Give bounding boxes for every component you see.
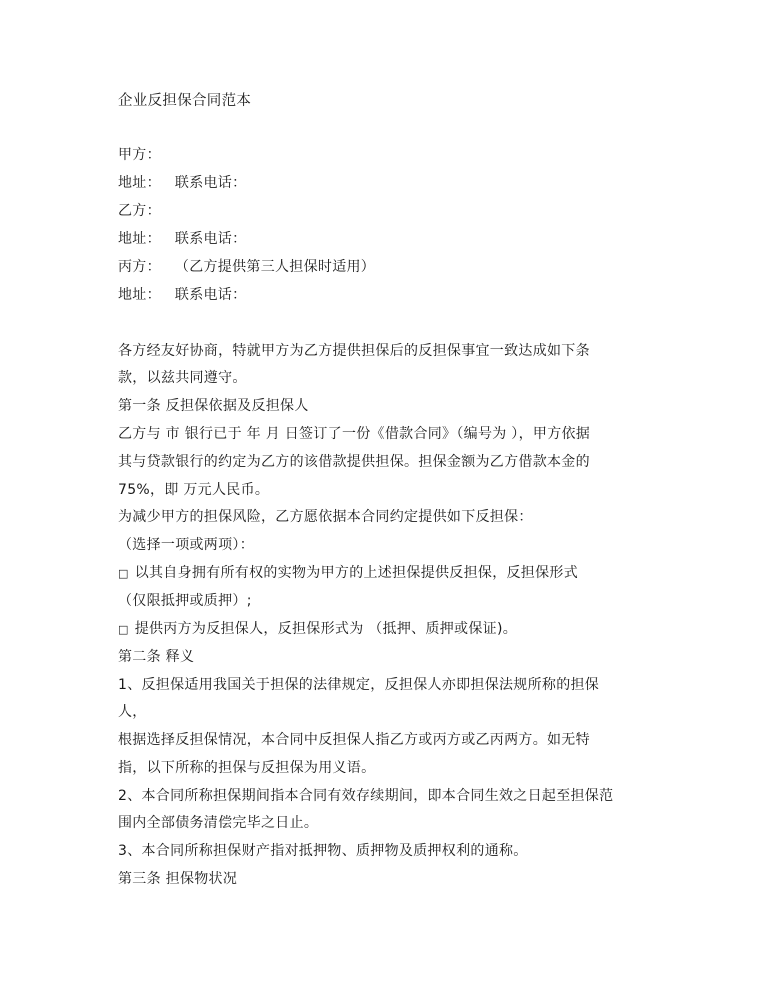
body-line: （选择一项或两项）： [118, 537, 254, 553]
body-line: 为减少甲方的担保风险，乙方愿依据本合同约定提供如下反担保： [118, 509, 533, 525]
body-line: 指，以下所称的担保与反担保为用义语。 [118, 760, 376, 776]
article-2-heading: 第二条 释义 [118, 649, 195, 665]
party-c-line [118, 257, 375, 277]
party-a-address-label: 地址： [118, 175, 161, 191]
document-title: 企业反担保合同范本 [118, 93, 252, 109]
party-c-contact-line [118, 285, 246, 305]
body-line: 2、本合同所称担保期间指本合同有效存续期间，即本合同生效之日起至担保范 [118, 788, 614, 804]
party-c-address-label: 地址： [118, 287, 161, 303]
party-a-contact-line [118, 173, 246, 193]
body-line: （仅限抵押或质押）; [118, 593, 252, 609]
body-line: 人， [118, 704, 147, 720]
body-line: 款，以兹共同遵守。 [118, 370, 247, 386]
body-line: 围内全部债务清偿完毕之日止。 [118, 815, 319, 831]
body-line: 其与贷款银行的约定为乙方的该借款提供担保。担保金额为乙方借款本金的 [118, 454, 590, 470]
body-line: 根据选择反担保情况，本合同中反担保人指乙方或丙方或乙丙两方。如无特 [118, 732, 590, 748]
body-line: 各方经友好协商，特就甲方为乙方提供担保后的反担保事宜一致达成如下条 [118, 343, 590, 359]
checkbox-option-1[interactable]: □ [118, 567, 129, 580]
party-c-label: 丙方： [118, 259, 161, 275]
body-line: 1、反担保适用我国关于担保的法律规定，反担保人亦即担保法规所称的担保 [118, 677, 600, 693]
party-b-contact-line [118, 229, 246, 249]
option-2-text: 提供丙方为反担保人，反担保形式为 （抵押、质押或保证)。 [134, 621, 518, 637]
option-1-line [118, 563, 578, 584]
party-a-phone-label: 联系电话： [174, 175, 247, 191]
body-line: 乙方与 市 银行已于 年 月 日签订了一份《借款合同》（编号为 ），甲方依据 [118, 426, 591, 442]
checkbox-option-2[interactable]: □ [118, 623, 129, 636]
party-c-note: （乙方提供第三人担保时适用） [174, 259, 376, 275]
party-b-label: 乙方： [118, 203, 161, 219]
party-b-phone-label: 联系电话： [174, 231, 247, 247]
body-line: 3、本合同所称担保财产指对抵押物、质押物及质押权利的通称。 [118, 843, 528, 859]
body-line: 75%，即 万元人民币。 [118, 482, 270, 498]
party-c-phone-label: 联系电话： [174, 287, 247, 303]
party-b-address-label: 地址： [118, 231, 161, 247]
option-1-text: 以其自身拥有所有权的实物为甲方的上述担保提供反担保，反担保形式 [134, 565, 579, 581]
party-a-label: 甲方： [118, 147, 161, 163]
article-3-heading: 第三条 担保物状况 [118, 871, 238, 887]
article-1-heading: 第一条 反担保依据及反担保人 [118, 398, 309, 414]
option-2-line [118, 619, 517, 640]
